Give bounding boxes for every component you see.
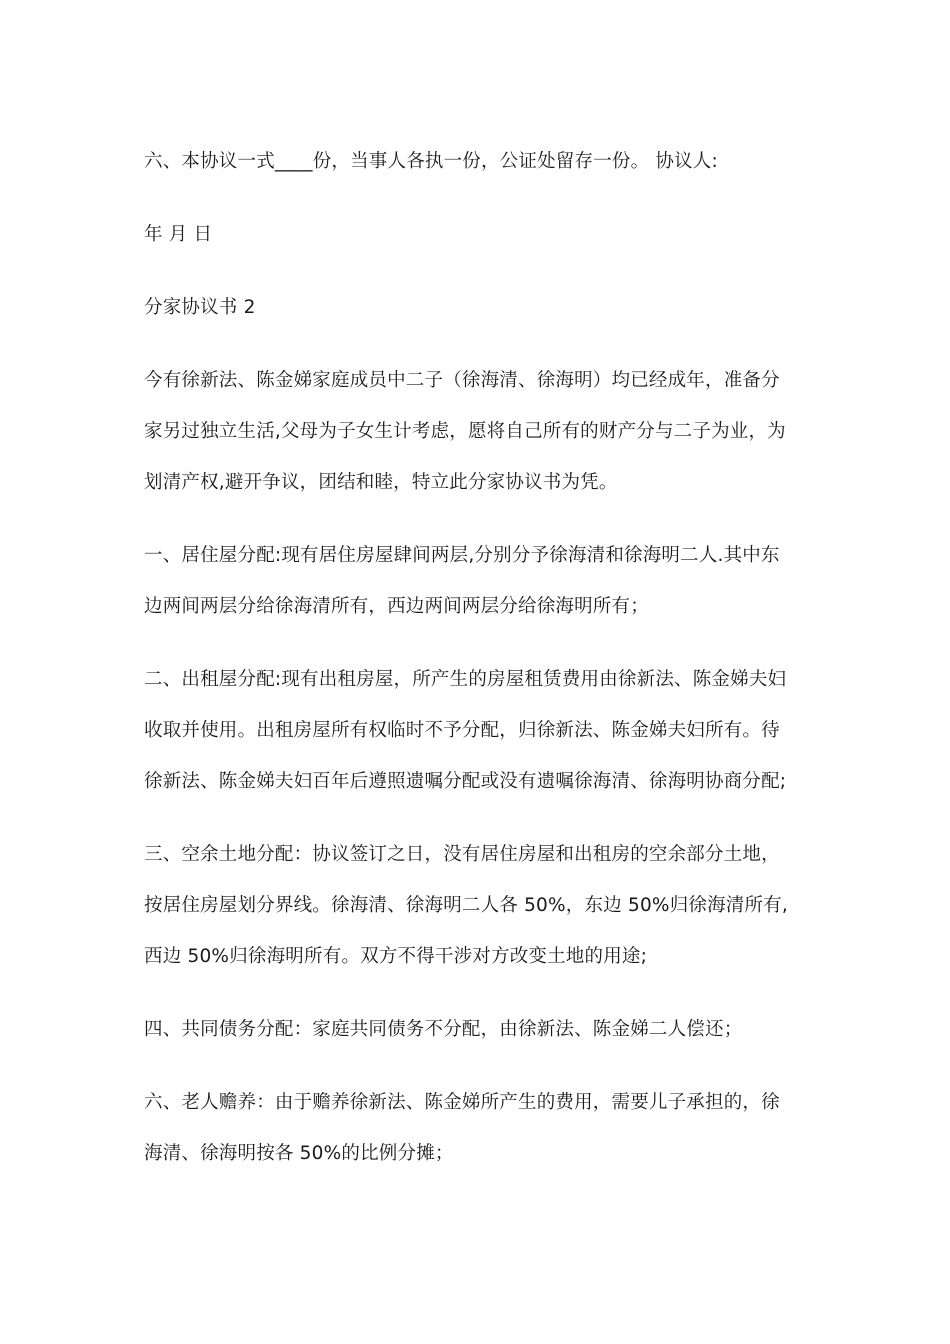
clause-four-debt [144,1004,814,1055]
text-line: 按居住房屋划分界线。徐海清、徐海明二人各 50%，东边 50%归徐海清所有, [144,895,788,916]
text-line: 三、空余土地分配：协议签订之日，没有居住房屋和出租房的空余部分土地， [144,844,780,865]
clause-six-copies [144,136,814,187]
clause-two-rental [144,654,814,807]
clause-one-residence [144,530,814,632]
text-line: 今有徐新法、陈金娣家庭成员中二子（徐海清、徐海明）均已经成年，准备分 [144,370,780,391]
text-line: 六、本协议一式____份，当事人各执一份，公证处留存一份。 协议人: [144,151,718,172]
text-line: 收取并使用。出租房屋所有权临时不予分配，归徐新法、陈金娣夫妇所有。待 [144,720,780,741]
text-line: 西边 50%归徐海明所有。双方不得干涉对方改变土地的用途; [144,946,648,967]
clause-six-elder-care [144,1077,814,1179]
intro-paragraph [144,355,814,508]
text-line: 家另过独立生活,父母为子女生计考虑，愿将自己所有的财产分与二子为业，为 [144,421,786,442]
document-body [144,136,814,1201]
text-line: 分家协议书 2 [144,297,256,318]
text-line: 六、老人赡养：由于赡养徐新法、陈金娣所产生的费用，需要儿子承担的，徐 [144,1092,780,1113]
clause-three-land [144,829,814,982]
text-line: 边两间两层分给徐海清所有，西边两间两层分给徐海明所有； [144,596,649,617]
text-line: 年 月 日 [144,224,213,245]
text-line: 二、出租屋分配:现有出租房屋，所产生的房屋租赁费用由徐新法、陈金娣夫妇 [144,669,787,690]
text-line: 划清产权,避开争议，团结和睦，特立此分家协议书为凭。 [144,472,618,493]
text-line: 徐新法、陈金娣夫妇百年后遵照遗嘱分配或没有遗嘱徐海清、徐海明协商分配; [144,771,787,792]
text-line: 一、居住屋分配:现有居住房屋肆间两层,分别分予徐海清和徐海明二人.其中东 [144,545,780,566]
text-line: 四、共同债务分配：家庭共同债务不分配，由徐新法、陈金娣二人偿还； [144,1019,743,1040]
document-title [144,282,814,333]
text-line: 海清、徐海明按各 50%的比例分摊； [144,1143,454,1164]
date-line [144,209,814,260]
